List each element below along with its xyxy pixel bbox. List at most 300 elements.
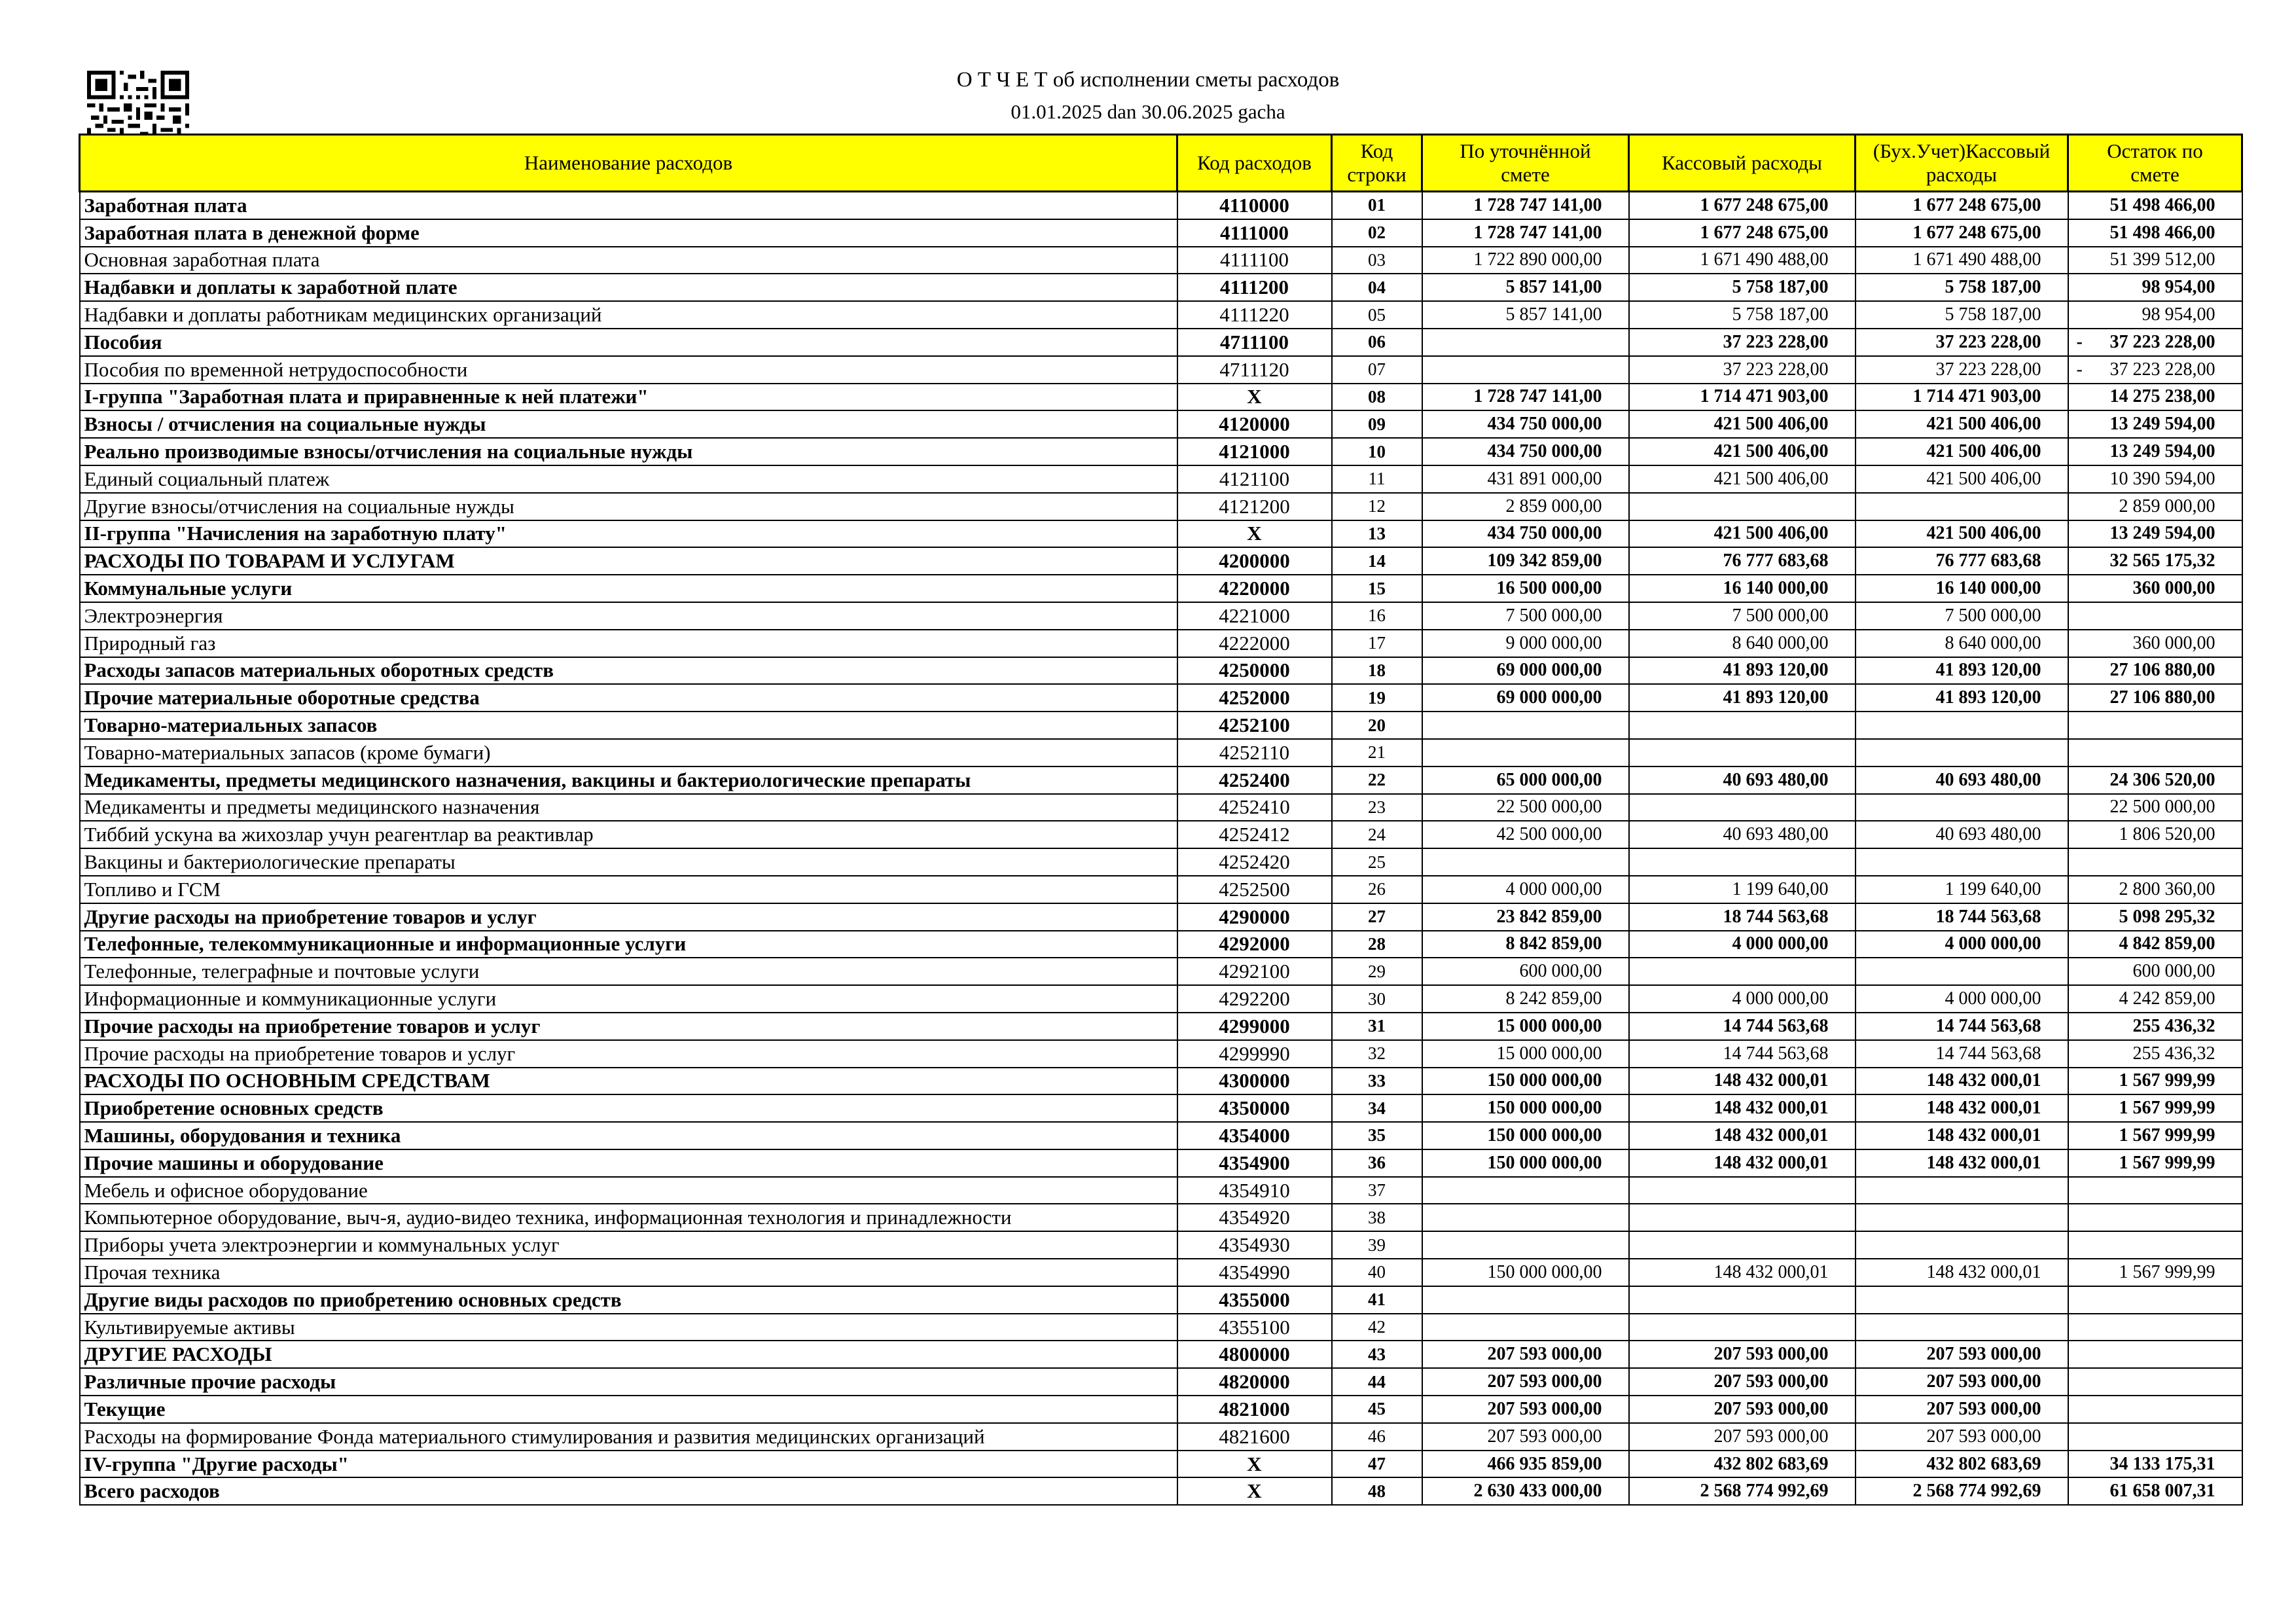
row-cash-amount: 421 500 406,00	[1629, 465, 1856, 493]
table-row	[80, 1177, 2242, 1204]
row-remaining-amount	[2068, 1177, 2242, 1204]
row-remaining-amount: 1 567 999,99	[2068, 1122, 2242, 1149]
row-line-code: 07	[1332, 356, 1422, 384]
row-line-code: 34	[1332, 1094, 1422, 1122]
row-cash-amount: 421 500 406,00	[1629, 410, 1856, 438]
row-remaining-amount: 600 000,00	[2068, 958, 2242, 985]
row-name: Другие виды расходов по приобретению основных средств	[80, 1286, 1177, 1314]
row-expense-code: 4821000	[1177, 1396, 1332, 1423]
row-name: Прочие материальные оборотные средства	[80, 684, 1177, 712]
row-expense-code: 4292200	[1177, 985, 1332, 1013]
row-expense-code: 4200000	[1177, 547, 1332, 575]
row-cash-amount: 1 677 248 675,00	[1629, 219, 1856, 247]
row-expense-code: 4290000	[1177, 903, 1332, 931]
header-name: Наименование расходов	[80, 135, 1177, 192]
row-accounting-amount	[1856, 848, 2068, 876]
row-expense-code: 4252420	[1177, 848, 1332, 876]
row-expense-code: 4354920	[1177, 1204, 1332, 1231]
table-row	[80, 903, 2242, 931]
row-plan-amount: 2 630 433 000,00	[1422, 1477, 1629, 1505]
row-name: Пособия	[80, 329, 1177, 356]
row-plan-amount: 1 728 747 141,00	[1422, 384, 1629, 411]
row-remaining-amount: 1 567 999,99	[2068, 1094, 2242, 1122]
row-remaining-amount: 1 567 999,99	[2068, 1068, 2242, 1095]
row-name: Расходы на формирование Фонда материального стимулирования и развития медицинских организаций	[80, 1423, 1177, 1451]
row-accounting-amount: 41 893 120,00	[1856, 684, 2068, 712]
row-expense-code: 4820000	[1177, 1368, 1332, 1396]
header-row-code: Код строки	[1332, 135, 1422, 192]
row-cash-amount	[1629, 1177, 1856, 1204]
row-expense-code: 4711100	[1177, 329, 1332, 356]
row-line-code: 25	[1332, 848, 1422, 876]
table-row	[80, 1286, 2242, 1314]
row-remaining-amount: 34 133 175,31	[2068, 1451, 2242, 1478]
row-line-code: 36	[1332, 1149, 1422, 1177]
row-accounting-amount	[1856, 739, 2068, 767]
table-row	[80, 1314, 2242, 1341]
row-line-code: 10	[1332, 438, 1422, 465]
row-plan-amount: 150 000 000,00	[1422, 1259, 1629, 1286]
row-plan-amount: 207 593 000,00	[1422, 1341, 1629, 1368]
row-name: Всего расходов	[80, 1477, 1177, 1505]
row-name: I-группа "Заработная плата и приравненные к ней платежи"	[80, 384, 1177, 411]
row-plan-amount: 109 342 859,00	[1422, 547, 1629, 575]
row-remaining-amount: 13 249 594,00	[2068, 438, 2242, 465]
row-name: Культивируемые активы	[80, 1314, 1177, 1341]
row-line-code: 38	[1332, 1204, 1422, 1231]
row-line-code: 32	[1332, 1040, 1422, 1068]
row-plan-amount: 22 500 000,00	[1422, 794, 1629, 821]
row-name: Информационные и коммуникационные услуги	[80, 985, 1177, 1013]
row-line-code: 03	[1332, 247, 1422, 274]
header-cash: Кассовый расходы	[1629, 135, 1856, 192]
table-row	[80, 410, 2242, 438]
row-remaining-amount: 98 954,00	[2068, 274, 2242, 301]
row-remaining-amount: 1 567 999,99	[2068, 1259, 2242, 1286]
row-plan-amount	[1422, 1286, 1629, 1314]
row-plan-amount: 1 722 890 000,00	[1422, 247, 1629, 274]
row-expense-code: 4220000	[1177, 575, 1332, 602]
table-row	[80, 821, 2242, 848]
row-name: Приборы учета электроэнергии и коммунальных услуг	[80, 1231, 1177, 1259]
table-row	[80, 630, 2242, 657]
row-remaining-amount	[2068, 739, 2242, 767]
row-line-code: 05	[1332, 301, 1422, 329]
row-line-code: 13	[1332, 520, 1422, 548]
row-expense-code: X	[1177, 1477, 1332, 1505]
row-plan-amount: 8 242 859,00	[1422, 985, 1629, 1013]
row-accounting-amount: 1 671 490 488,00	[1856, 247, 2068, 274]
row-remaining-amount: 51 498 466,00	[2068, 192, 2242, 219]
row-plan-amount	[1422, 848, 1629, 876]
row-remaining-amount: 1 567 999,99	[2068, 1149, 2242, 1177]
row-accounting-amount: 5 758 187,00	[1856, 274, 2068, 301]
header-accounting-cash: (Бух.Учет)Кассовый расходы	[1856, 135, 2068, 192]
row-expense-code: 4110000	[1177, 192, 1332, 219]
row-accounting-amount	[1856, 712, 2068, 739]
row-cash-amount: 148 432 000,01	[1629, 1149, 1856, 1177]
row-plan-amount: 69 000 000,00	[1422, 684, 1629, 712]
table-body	[80, 192, 2242, 1506]
row-line-code: 02	[1332, 219, 1422, 247]
row-remaining-amount	[2068, 1204, 2242, 1231]
row-remaining-amount	[2068, 712, 2242, 739]
row-cash-amount: 41 893 120,00	[1629, 657, 1856, 685]
row-accounting-amount	[1856, 1177, 2068, 1204]
row-cash-amount: 1 671 490 488,00	[1629, 247, 1856, 274]
row-remaining-amount: 255 436,32	[2068, 1013, 2242, 1040]
table-row	[80, 739, 2242, 767]
row-expense-code: 4354000	[1177, 1122, 1332, 1149]
row-plan-amount: 16 500 000,00	[1422, 575, 1629, 602]
row-accounting-amount: 40 693 480,00	[1856, 767, 2068, 794]
row-line-code: 20	[1332, 712, 1422, 739]
row-expense-code: 4252400	[1177, 767, 1332, 794]
row-accounting-amount: 148 432 000,01	[1856, 1259, 2068, 1286]
row-plan-amount: 2 859 000,00	[1422, 493, 1629, 520]
table-row	[80, 384, 2242, 411]
row-remaining-amount: 2 800 360,00	[2068, 876, 2242, 903]
row-name: Основная заработная плата	[80, 247, 1177, 274]
row-line-code: 28	[1332, 931, 1422, 958]
row-name: Другие взносы/отчисления на социальные нужды	[80, 493, 1177, 520]
row-accounting-amount: 76 777 683,68	[1856, 547, 2068, 575]
row-expense-code: 4711120	[1177, 356, 1332, 384]
row-expense-code: 4111000	[1177, 219, 1332, 247]
row-line-code: 33	[1332, 1068, 1422, 1095]
row-accounting-amount: 148 432 000,01	[1856, 1094, 2068, 1122]
report-period: 01.01.2025 dan 30.06.2025 gacha	[1011, 100, 1285, 123]
table-row	[80, 1122, 2242, 1149]
row-name: ДРУГИЕ РАСХОДЫ	[80, 1341, 1177, 1368]
row-remaining-amount: 2 859 000,00	[2068, 493, 2242, 520]
row-line-code: 22	[1332, 767, 1422, 794]
row-cash-amount: 148 432 000,01	[1629, 1122, 1856, 1149]
table-row	[80, 493, 2242, 520]
row-line-code: 01	[1332, 192, 1422, 219]
row-name: Надбавки и доплаты к заработной плате	[80, 274, 1177, 301]
row-cash-amount: 18 744 563,68	[1629, 903, 1856, 931]
table-row	[80, 931, 2242, 958]
row-line-code: 26	[1332, 876, 1422, 903]
row-accounting-amount	[1856, 1231, 2068, 1259]
row-cash-amount	[1629, 848, 1856, 876]
row-name: Прочие машины и оборудование	[80, 1149, 1177, 1177]
table-row	[80, 1231, 2242, 1259]
row-expense-code: 4111220	[1177, 301, 1332, 329]
row-cash-amount: 421 500 406,00	[1629, 438, 1856, 465]
row-accounting-amount: 4 000 000,00	[1856, 931, 2068, 958]
row-accounting-amount: 18 744 563,68	[1856, 903, 2068, 931]
row-plan-amount: 150 000 000,00	[1422, 1149, 1629, 1177]
row-line-code: 14	[1332, 547, 1422, 575]
row-cash-amount: 207 593 000,00	[1629, 1423, 1856, 1451]
row-name: Надбавки и доплаты работникам медицинских организаций	[80, 301, 1177, 329]
row-cash-amount: 148 432 000,01	[1629, 1068, 1856, 1095]
row-line-code: 30	[1332, 985, 1422, 1013]
row-name: Заработная плата	[80, 192, 1177, 219]
header-code: Код расходов	[1177, 135, 1332, 192]
row-cash-amount	[1629, 958, 1856, 985]
row-cash-amount	[1629, 1286, 1856, 1314]
row-cash-amount: 40 693 480,00	[1629, 821, 1856, 848]
table-row	[80, 575, 2242, 602]
table-row	[80, 1259, 2242, 1286]
row-accounting-amount: 207 593 000,00	[1856, 1423, 2068, 1451]
row-cash-amount: 421 500 406,00	[1629, 520, 1856, 548]
row-plan-amount: 207 593 000,00	[1422, 1423, 1629, 1451]
row-cash-amount: 1 714 471 903,00	[1629, 384, 1856, 411]
table-row	[80, 684, 2242, 712]
row-cash-amount	[1629, 712, 1856, 739]
row-name: Природный газ	[80, 630, 1177, 657]
row-cash-amount: 16 140 000,00	[1629, 575, 1856, 602]
row-plan-amount: 23 842 859,00	[1422, 903, 1629, 931]
row-name: Прочая техника	[80, 1259, 1177, 1286]
row-accounting-amount	[1856, 794, 2068, 821]
table-row	[80, 794, 2242, 821]
row-line-code: 23	[1332, 794, 1422, 821]
row-name: Медикаменты, предметы медицинского назначения, вакцины и бактериологические препараты	[80, 767, 1177, 794]
row-name: Прочие расходы на приобретение товаров и услуг	[80, 1040, 1177, 1068]
table-row	[80, 1423, 2242, 1451]
row-cash-amount: 4 000 000,00	[1629, 931, 1856, 958]
row-name: Компьютерное оборудование, выч-я, аудио-видео техника, информационная технология и принадлежности	[80, 1204, 1177, 1231]
row-line-code: 37	[1332, 1177, 1422, 1204]
row-accounting-amount	[1856, 1286, 2068, 1314]
row-plan-amount: 431 891 000,00	[1422, 465, 1629, 493]
row-accounting-amount: 37 223 228,00	[1856, 356, 2068, 384]
row-name: Мебель и офисное оборудование	[80, 1177, 1177, 1204]
row-line-code: 39	[1332, 1231, 1422, 1259]
row-accounting-amount: 16 140 000,00	[1856, 575, 2068, 602]
row-accounting-amount: 421 500 406,00	[1856, 410, 2068, 438]
row-accounting-amount: 432 802 683,69	[1856, 1451, 2068, 1478]
row-name: IV-группа "Другие расходы"	[80, 1451, 1177, 1478]
row-expense-code: 4111200	[1177, 274, 1332, 301]
row-plan-amount: 600 000,00	[1422, 958, 1629, 985]
table-row	[80, 767, 2242, 794]
row-expense-code: 4121200	[1177, 493, 1332, 520]
row-expense-code: 4299990	[1177, 1040, 1332, 1068]
row-line-code: 27	[1332, 903, 1422, 931]
row-remaining-amount	[2068, 1396, 2242, 1423]
table-row	[80, 219, 2242, 247]
row-accounting-amount: 421 500 406,00	[1856, 438, 2068, 465]
row-remaining-amount: 1 806 520,00	[2068, 821, 2242, 848]
row-accounting-amount: 5 758 187,00	[1856, 301, 2068, 329]
table-row	[80, 1013, 2242, 1040]
row-line-code: 43	[1332, 1341, 1422, 1368]
row-plan-amount: 207 593 000,00	[1422, 1368, 1629, 1396]
row-line-code: 04	[1332, 274, 1422, 301]
row-cash-amount	[1629, 794, 1856, 821]
row-name: Телефонные, телеграфные и почтовые услуги	[80, 958, 1177, 985]
row-plan-amount: 434 750 000,00	[1422, 438, 1629, 465]
row-remaining-amount: 13 249 594,00	[2068, 520, 2242, 548]
row-accounting-amount: 148 432 000,01	[1856, 1068, 2068, 1095]
table-header-row	[80, 135, 2242, 192]
row-accounting-amount	[1856, 493, 2068, 520]
row-name: Пособия по временной нетрудоспособности	[80, 356, 1177, 384]
row-remaining-amount: 13 249 594,00	[2068, 410, 2242, 438]
row-expense-code: 4221000	[1177, 602, 1332, 630]
row-name: Прочие расходы на приобретение товаров и услуг	[80, 1013, 1177, 1040]
row-remaining-amount	[2068, 1314, 2242, 1341]
row-name: Телефонные, телекоммуникационные и информационные услуги	[80, 931, 1177, 958]
row-expense-code: 4800000	[1177, 1341, 1332, 1368]
table-row	[80, 848, 2242, 876]
row-remaining-amount: - 37 223 228,00	[2068, 329, 2242, 356]
row-expense-code: X	[1177, 384, 1332, 411]
row-plan-amount: 9 000 000,00	[1422, 630, 1629, 657]
row-expense-code: X	[1177, 1451, 1332, 1478]
row-cash-amount: 37 223 228,00	[1629, 356, 1856, 384]
row-accounting-amount: 14 744 563,68	[1856, 1040, 2068, 1068]
row-remaining-amount: 51 399 512,00	[2068, 247, 2242, 274]
row-accounting-amount: 41 893 120,00	[1856, 657, 2068, 685]
table-row	[80, 1094, 2242, 1122]
row-line-code: 46	[1332, 1423, 1422, 1451]
row-line-code: 19	[1332, 684, 1422, 712]
row-line-code: 40	[1332, 1259, 1422, 1286]
row-expense-code: X	[1177, 520, 1332, 548]
row-expense-code: 4111100	[1177, 247, 1332, 274]
header-remaining: Остаток по смете	[2068, 135, 2242, 192]
row-cash-amount: 5 758 187,00	[1629, 301, 1856, 329]
row-remaining-amount	[2068, 1231, 2242, 1259]
row-plan-amount: 207 593 000,00	[1422, 1396, 1629, 1423]
table-row	[80, 1149, 2242, 1177]
row-line-code: 17	[1332, 630, 1422, 657]
row-plan-amount: 1 728 747 141,00	[1422, 192, 1629, 219]
row-accounting-amount: 7 500 000,00	[1856, 602, 2068, 630]
row-remaining-amount: 4 842 859,00	[2068, 931, 2242, 958]
row-name: Заработная плата в денежной форме	[80, 219, 1177, 247]
row-cash-amount: 76 777 683,68	[1629, 547, 1856, 575]
row-name: Другие расходы на приобретение товаров и услуг	[80, 903, 1177, 931]
row-remaining-amount	[2068, 602, 2242, 630]
row-name: Товарно-материальных запасов (кроме бумаги)	[80, 739, 1177, 767]
row-expense-code: 4354990	[1177, 1259, 1332, 1286]
row-name: РАСХОДЫ ПО ТОВАРАМ И УСЛУГАМ	[80, 547, 1177, 575]
table-row	[80, 876, 2242, 903]
row-line-code: 18	[1332, 657, 1422, 685]
row-plan-amount: 1 728 747 141,00	[1422, 219, 1629, 247]
row-remaining-amount: 255 436,32	[2068, 1040, 2242, 1068]
negative-sign: -	[2076, 359, 2083, 380]
row-remaining-amount: 51 498 466,00	[2068, 219, 2242, 247]
row-cash-amount: 207 593 000,00	[1629, 1396, 1856, 1423]
negative-sign: -	[2076, 331, 2083, 352]
row-line-code: 41	[1332, 1286, 1422, 1314]
row-name: Расходы запасов материальных оборотных средств	[80, 657, 1177, 685]
row-remaining-amount: 98 954,00	[2068, 301, 2242, 329]
row-remaining-amount	[2068, 1286, 2242, 1314]
row-line-code: 45	[1332, 1396, 1422, 1423]
table-row	[80, 547, 2242, 575]
row-cash-amount: 14 744 563,68	[1629, 1013, 1856, 1040]
row-remaining-amount: 5 098 295,32	[2068, 903, 2242, 931]
row-line-code: 31	[1332, 1013, 1422, 1040]
row-name: Коммунальные услуги	[80, 575, 1177, 602]
row-plan-amount	[1422, 1204, 1629, 1231]
row-line-code: 47	[1332, 1451, 1422, 1478]
row-plan-amount: 434 750 000,00	[1422, 520, 1629, 548]
row-accounting-amount: 40 693 480,00	[1856, 821, 2068, 848]
table-row	[80, 274, 2242, 301]
row-expense-code: 4354900	[1177, 1149, 1332, 1177]
expense-report-table	[79, 134, 2243, 1506]
row-line-code: 15	[1332, 575, 1422, 602]
row-expense-code: 4222000	[1177, 630, 1332, 657]
row-remaining-amount	[2068, 1368, 2242, 1396]
row-line-code: 06	[1332, 329, 1422, 356]
row-remaining-amount: 27 106 880,00	[2068, 684, 2242, 712]
row-remaining-amount	[2068, 1341, 2242, 1368]
row-expense-code: 4121000	[1177, 438, 1332, 465]
row-cash-amount: 8 640 000,00	[1629, 630, 1856, 657]
row-cash-amount: 207 593 000,00	[1629, 1341, 1856, 1368]
table-row	[80, 602, 2242, 630]
row-cash-amount: 207 593 000,00	[1629, 1368, 1856, 1396]
row-plan-amount	[1422, 1177, 1629, 1204]
row-remaining-amount: 360 000,00	[2068, 630, 2242, 657]
row-plan-amount: 8 842 859,00	[1422, 931, 1629, 958]
row-plan-amount: 434 750 000,00	[1422, 410, 1629, 438]
row-expense-code: 4121100	[1177, 465, 1332, 493]
row-plan-amount: 7 500 000,00	[1422, 602, 1629, 630]
row-cash-amount: 5 758 187,00	[1629, 274, 1856, 301]
header-plan: По уточнённой смете	[1422, 135, 1629, 192]
row-expense-code: 4252410	[1177, 794, 1332, 821]
row-plan-amount	[1422, 1314, 1629, 1341]
table-row	[80, 1068, 2242, 1095]
row-name: Медикаменты и предметы медицинского назначения	[80, 794, 1177, 821]
row-name: Топливо и ГСМ	[80, 876, 1177, 903]
row-cash-amount: 148 432 000,01	[1629, 1094, 1856, 1122]
row-cash-amount: 2 568 774 992,69	[1629, 1477, 1856, 1505]
row-name: II-группа "Начисления на заработную плату"	[80, 520, 1177, 548]
row-expense-code: 4252000	[1177, 684, 1332, 712]
row-line-code: 12	[1332, 493, 1422, 520]
row-accounting-amount	[1856, 958, 2068, 985]
row-line-code: 21	[1332, 739, 1422, 767]
row-plan-amount: 150 000 000,00	[1422, 1122, 1629, 1149]
row-accounting-amount: 8 640 000,00	[1856, 630, 2068, 657]
row-cash-amount	[1629, 739, 1856, 767]
row-plan-amount	[1422, 712, 1629, 739]
table-row	[80, 438, 2242, 465]
row-name: Взносы / отчисления на социальные нужды	[80, 410, 1177, 438]
row-accounting-amount: 14 744 563,68	[1856, 1013, 2068, 1040]
row-remaining-amount: 61 658 007,31	[2068, 1477, 2242, 1505]
row-accounting-amount: 207 593 000,00	[1856, 1396, 2068, 1423]
row-remaining-amount: 32 565 175,32	[2068, 547, 2242, 575]
row-expense-code: 4355100	[1177, 1314, 1332, 1341]
row-cash-amount: 432 802 683,69	[1629, 1451, 1856, 1478]
table-row	[80, 520, 2242, 548]
table-row	[80, 1040, 2242, 1068]
row-expense-code: 4821600	[1177, 1423, 1332, 1451]
table-row	[80, 1368, 2242, 1396]
row-plan-amount: 150 000 000,00	[1422, 1094, 1629, 1122]
row-expense-code: 4299000	[1177, 1013, 1332, 1040]
row-expense-code: 4252412	[1177, 821, 1332, 848]
table-row	[80, 1396, 2242, 1423]
table-row	[80, 657, 2242, 685]
row-accounting-amount: 421 500 406,00	[1856, 520, 2068, 548]
